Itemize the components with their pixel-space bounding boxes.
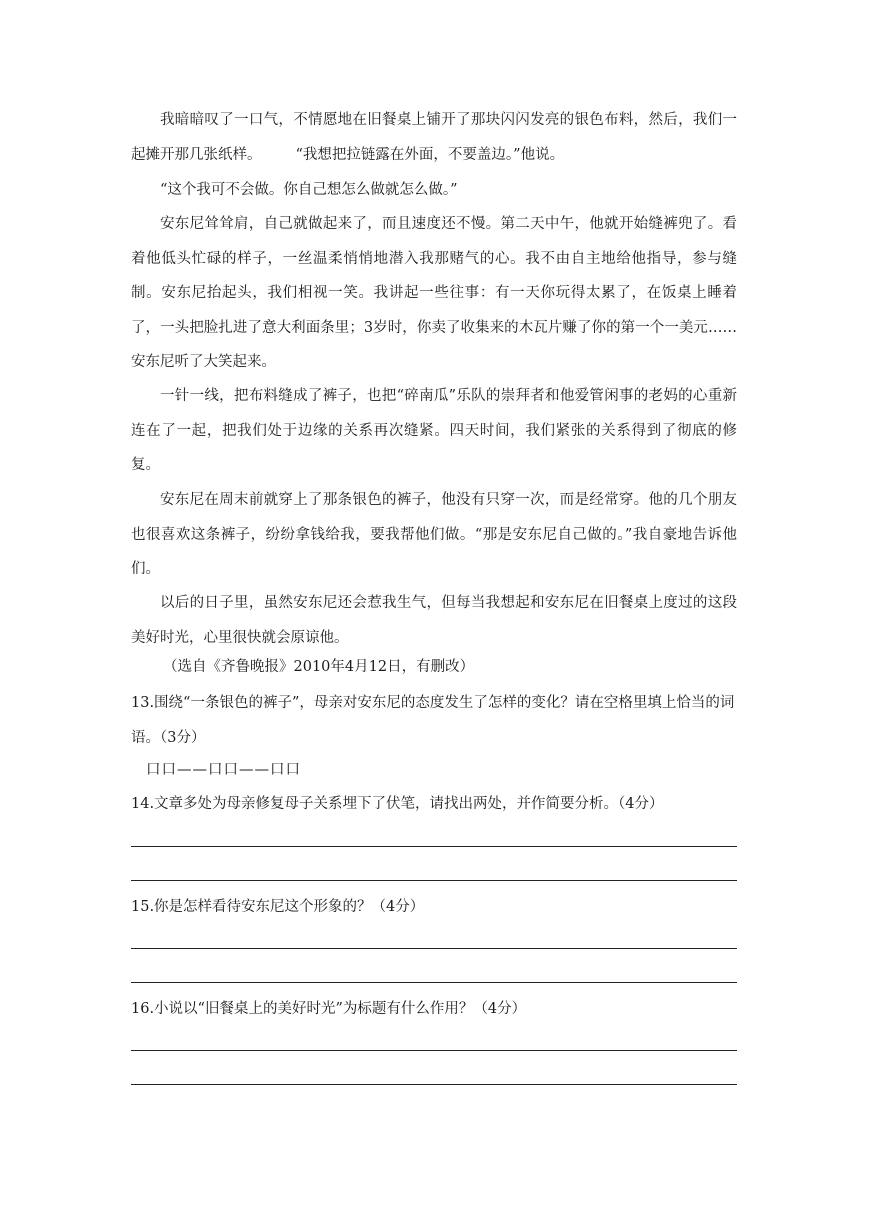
question-13-answer-blanks: 口口——口口——口口 xyxy=(146,762,301,778)
story-paragraph-4: 一针一线，把布料缝成了裤子，也把“碎南瓜”乐队的崇拜者和他爱管闲事的老妈的心重新连在了一起，把我们处于边缘的关系再次缝紧。四天时间，我们紧张的关系得到了彻底的修复。 xyxy=(131,388,737,473)
answer-line-14-2[interactable] xyxy=(131,880,737,881)
question-13: 13.围绕“一条银色的裤子”，母亲对安东尼的态度发生了怎样的变化？请在空格里填上恰当的词语。（3分） xyxy=(131,695,735,746)
question-15: 15.你是怎样看待安东尼这个形象的？（4分） xyxy=(131,899,425,915)
answer-line-14-1[interactable] xyxy=(131,846,737,847)
story-paragraph-1-quote: “我想把拉链露在外面，不要盖边。”他说。 xyxy=(295,146,565,163)
answer-line-15-2[interactable] xyxy=(131,982,737,983)
story-paragraph-5: 安东尼在周末前就穿上了那条银色的裤子，他没有只穿一次，而是经常穿。他的几个朋友也很喜欢这条裤子，纷纷拿钱给我，要我帮他们做。“那是安东尼自己做的。”我自豪地告诉他们。 xyxy=(131,492,737,577)
answer-line-16-1[interactable] xyxy=(131,1050,737,1051)
story-paragraph-6: 以后的日子里，虽然安东尼还会惹我生气，但每当我想起和安东尼在旧餐桌上度过的这段美好时光，心里很快就会原谅他。 xyxy=(131,595,737,646)
question-14: 14.文章多处为母亲修复母子关系埋下了伏笔，请找出两处，并作简要分析。（4分） xyxy=(131,796,664,812)
story-paragraph-1-text: 我暗暗叹了一口气，不情愿地在旧餐桌上铺开了那块闪闪发亮的银色布料，然后，我们一起摊开那几张纸样。 xyxy=(131,112,737,163)
story-paragraph-2: “这个我可不会做。你自己想怎么做就怎么做。” xyxy=(160,182,458,198)
question-16: 16.小说以“旧餐桌上的美好时光”为标题有什么作用？（4分） xyxy=(131,1001,527,1017)
story-paragraph-3: 安东尼耸耸肩，自己就做起来了，而且速度还不慢。第二天中午，他就开始缝裤兜了。看着他低头忙碌的样子，一丝温柔悄悄地潜入我那赌气的心。我不由自主地给他指导，参与缝制。安东尼抬起头，我们相视一笑。我讲起一些往事：有一天你玩得太累了，在饭桌上睡着了，一头把脸扎进了意大利面条里；3岁时，你卖了收集来的木瓦片赚了你的第一个一美元……安东尼听了大笑起来。 xyxy=(131,216,737,370)
story-paragraph-1 xyxy=(131,103,737,172)
source-citation: （选自《齐鲁晚报》2010年4月12日，有删改） xyxy=(163,659,475,675)
answer-line-15-1[interactable] xyxy=(131,948,737,949)
answer-line-16-2[interactable] xyxy=(131,1084,737,1085)
